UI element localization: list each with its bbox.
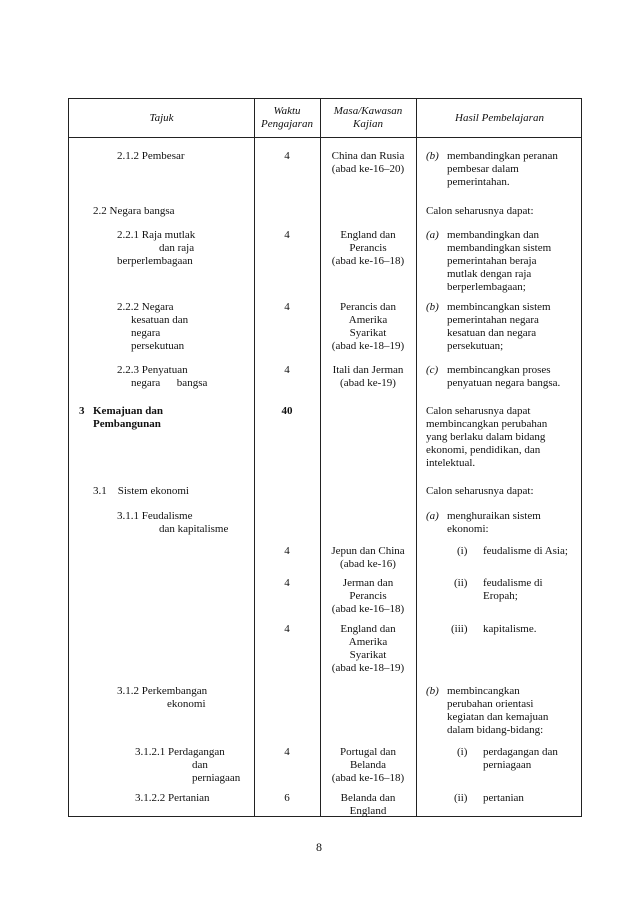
- tajuk-cell: negara: [131, 327, 161, 339]
- hasil-line: penyatuan negara bangsa.: [447, 377, 561, 389]
- waktu-cell: 4: [284, 229, 290, 241]
- hasil-line: dalam bidang-bidang:: [447, 724, 544, 736]
- masa-cell: Jepun dan China: [331, 545, 405, 557]
- hasil-line: pertanian: [483, 792, 524, 804]
- hasil-line: ekonomi, pendidikan, dan: [426, 444, 541, 456]
- tajuk-cell: negara bangsa: [131, 377, 208, 389]
- masa-cell: China dan Rusia: [331, 150, 405, 162]
- hasil-marker: (i): [457, 746, 468, 758]
- hasil-marker: (b): [426, 685, 439, 697]
- waktu-cell: 6: [284, 792, 290, 804]
- hasil-marker: (ii): [454, 577, 468, 589]
- header-tajuk: [69, 99, 254, 137]
- tajuk-cell: ekonomi: [167, 698, 206, 710]
- masa-cell: Belanda dan: [340, 792, 396, 804]
- tajuk-cell: 3.1.2.1 Perdagangan: [135, 746, 225, 758]
- hasil-line: perniagaan: [483, 759, 532, 771]
- masa-cell: Syarikat: [349, 649, 387, 661]
- waktu-cell: 4: [284, 545, 290, 557]
- header-hasil-text: Hasil Pembelajaran: [455, 111, 544, 124]
- header-masa: [320, 99, 416, 137]
- tajuk-cell: 2.2 Negara bangsa: [93, 205, 175, 217]
- masa-cell: Perancis dan: [340, 301, 396, 313]
- masa-cell: (abad ke-16–18): [331, 255, 405, 267]
- tajuk-cell: perniagaan: [192, 772, 241, 784]
- tajuk-cell: dan raja: [159, 242, 195, 254]
- hasil-line: feudalisme di Asia;: [483, 545, 568, 557]
- tajuk-cell: dan: [192, 759, 208, 771]
- syllabus-table: [68, 98, 582, 817]
- hasil-line: kapitalisme.: [483, 623, 537, 635]
- hasil-line: kesatuan dan negara: [447, 327, 537, 339]
- tajuk-cell: 3.1.2.2 Pertanian: [135, 792, 210, 804]
- hasil-line: pemerintahan.: [447, 176, 510, 188]
- waktu-cell: 4: [284, 746, 290, 758]
- masa-cell: (abad ke-16–18): [331, 603, 405, 615]
- hasil-marker: (ii): [454, 792, 468, 804]
- masa-cell: England dan: [340, 229, 396, 241]
- masa-cell: (abad ke-18–19): [331, 662, 405, 674]
- hasil-line: intelektual.: [426, 457, 476, 469]
- hasil-line: membandingkan dan: [447, 229, 539, 241]
- hasil-line: membandingkan sistem: [447, 242, 552, 254]
- masa-cell: Perancis: [349, 242, 387, 254]
- tajuk-cell: dan kapitalisme: [159, 523, 229, 535]
- tajuk-cell: 2.1.2 Pembesar: [117, 150, 185, 162]
- tajuk-cell: 3.1.2 Perkembangan: [117, 685, 208, 697]
- hasil-line: membincangkan sistem: [447, 301, 551, 313]
- hasil-line: mutlak dengan raja: [447, 268, 532, 280]
- masa-cell: Portugal dan: [340, 746, 396, 758]
- tajuk-cell: 2.2.2 Negara: [117, 301, 174, 313]
- hasil-line: berperlembagaan;: [447, 281, 526, 293]
- masa-cell: Jerman dan: [342, 577, 394, 589]
- masa-cell: (abad ke-16–18): [331, 772, 405, 784]
- header-hasil: [416, 99, 583, 137]
- waktu-cell: 4: [284, 150, 290, 162]
- header-tajuk-text: Tajuk: [149, 111, 174, 124]
- hasil-line: kegiatan dan kemajuan: [447, 711, 549, 723]
- hasil-marker: (c): [426, 364, 439, 376]
- hasil-line: pembesar dalam: [447, 163, 519, 175]
- hasil-marker: (a): [426, 510, 439, 522]
- hasil-line: membincangkan perubahan: [426, 418, 548, 430]
- section-title: Kemajuan dan: [93, 405, 163, 417]
- waktu-cell: 4: [284, 364, 290, 376]
- tajuk-cell: 3.1 Sistem ekonomi: [93, 485, 189, 497]
- hasil-line: ekonomi:: [447, 523, 489, 535]
- section-title: Pembangunan: [93, 418, 161, 430]
- tajuk-cell: 3.1.1 Feudalisme: [117, 510, 193, 522]
- hasil-line: Calon seharusnya dapat:: [426, 205, 534, 217]
- tajuk-cell: berperlembagaan: [117, 255, 193, 267]
- masa-cell: England dan: [340, 623, 396, 635]
- masa-cell: Syarikat: [349, 327, 387, 339]
- hasil-line: membincangkan: [447, 685, 520, 697]
- masa-cell: Belanda: [349, 759, 387, 771]
- hasil-line: Eropah;: [483, 590, 518, 602]
- tajuk-cell: 2.2.1 Raja mutlak: [117, 229, 196, 241]
- masa-cell: Itali dan Jerman: [332, 364, 404, 376]
- tajuk-cell: 2.2.3 Penyatuan: [117, 364, 188, 376]
- header-waktu-line: Waktu: [273, 105, 301, 117]
- masa-cell: Amerika: [348, 636, 388, 648]
- hasil-line: persekutuan;: [447, 340, 504, 352]
- masa-cell: Perancis: [349, 590, 387, 602]
- hasil-line: perubahan orientasi: [447, 698, 534, 710]
- masa-cell: (abad ke-19): [340, 377, 396, 389]
- hasil-line: menghuraikan sistem: [447, 510, 541, 522]
- col-divider: [254, 99, 255, 816]
- col-divider: [416, 99, 417, 816]
- hasil-line: perdagangan dan: [483, 746, 558, 758]
- header-waktu: [254, 99, 320, 137]
- masa-cell: England: [349, 805, 387, 817]
- hasil-line: membandingkan peranan: [447, 150, 558, 162]
- section-number: 3: [79, 405, 85, 417]
- header-masa-line: Masa/Kawasan: [333, 105, 403, 117]
- hasil-marker: (a): [426, 229, 439, 241]
- waktu-cell: 4: [284, 577, 290, 589]
- col-divider: [320, 99, 321, 816]
- masa-cell: (abad ke-18–19): [331, 340, 405, 352]
- tajuk-cell: persekutuan: [131, 340, 185, 352]
- hasil-line: Calon seharusnya dapat:: [426, 485, 534, 497]
- hasil-marker: (b): [426, 150, 439, 162]
- masa-cell: (abad ke-16): [340, 558, 396, 570]
- hasil-line: pemerintahan beraja: [447, 255, 537, 267]
- header-waktu-line: Pengajaran: [261, 118, 313, 130]
- hasil-line: yang berlaku dalam bidang: [426, 431, 546, 443]
- hasil-line: membincangkan proses: [447, 364, 551, 376]
- waktu-cell: 4: [284, 623, 290, 635]
- page-number: 8: [316, 840, 322, 854]
- waktu-cell: 40: [281, 405, 293, 417]
- hasil-marker: (iii): [451, 623, 468, 635]
- masa-cell: (abad ke-16–20): [331, 163, 405, 175]
- tajuk-cell: kesatuan dan: [131, 314, 189, 326]
- header-divider: [69, 137, 581, 138]
- masa-cell: Amerika: [348, 314, 388, 326]
- hasil-line: pemerintahan negara: [447, 314, 539, 326]
- hasil-marker: (b): [426, 301, 439, 313]
- waktu-cell: 4: [284, 301, 290, 313]
- hasil-marker: (i): [457, 545, 468, 557]
- hasil-line: Calon seharusnya dapat: [426, 405, 531, 417]
- hasil-line: feudalisme di: [483, 577, 543, 589]
- header-masa-line: Kajian: [353, 118, 383, 130]
